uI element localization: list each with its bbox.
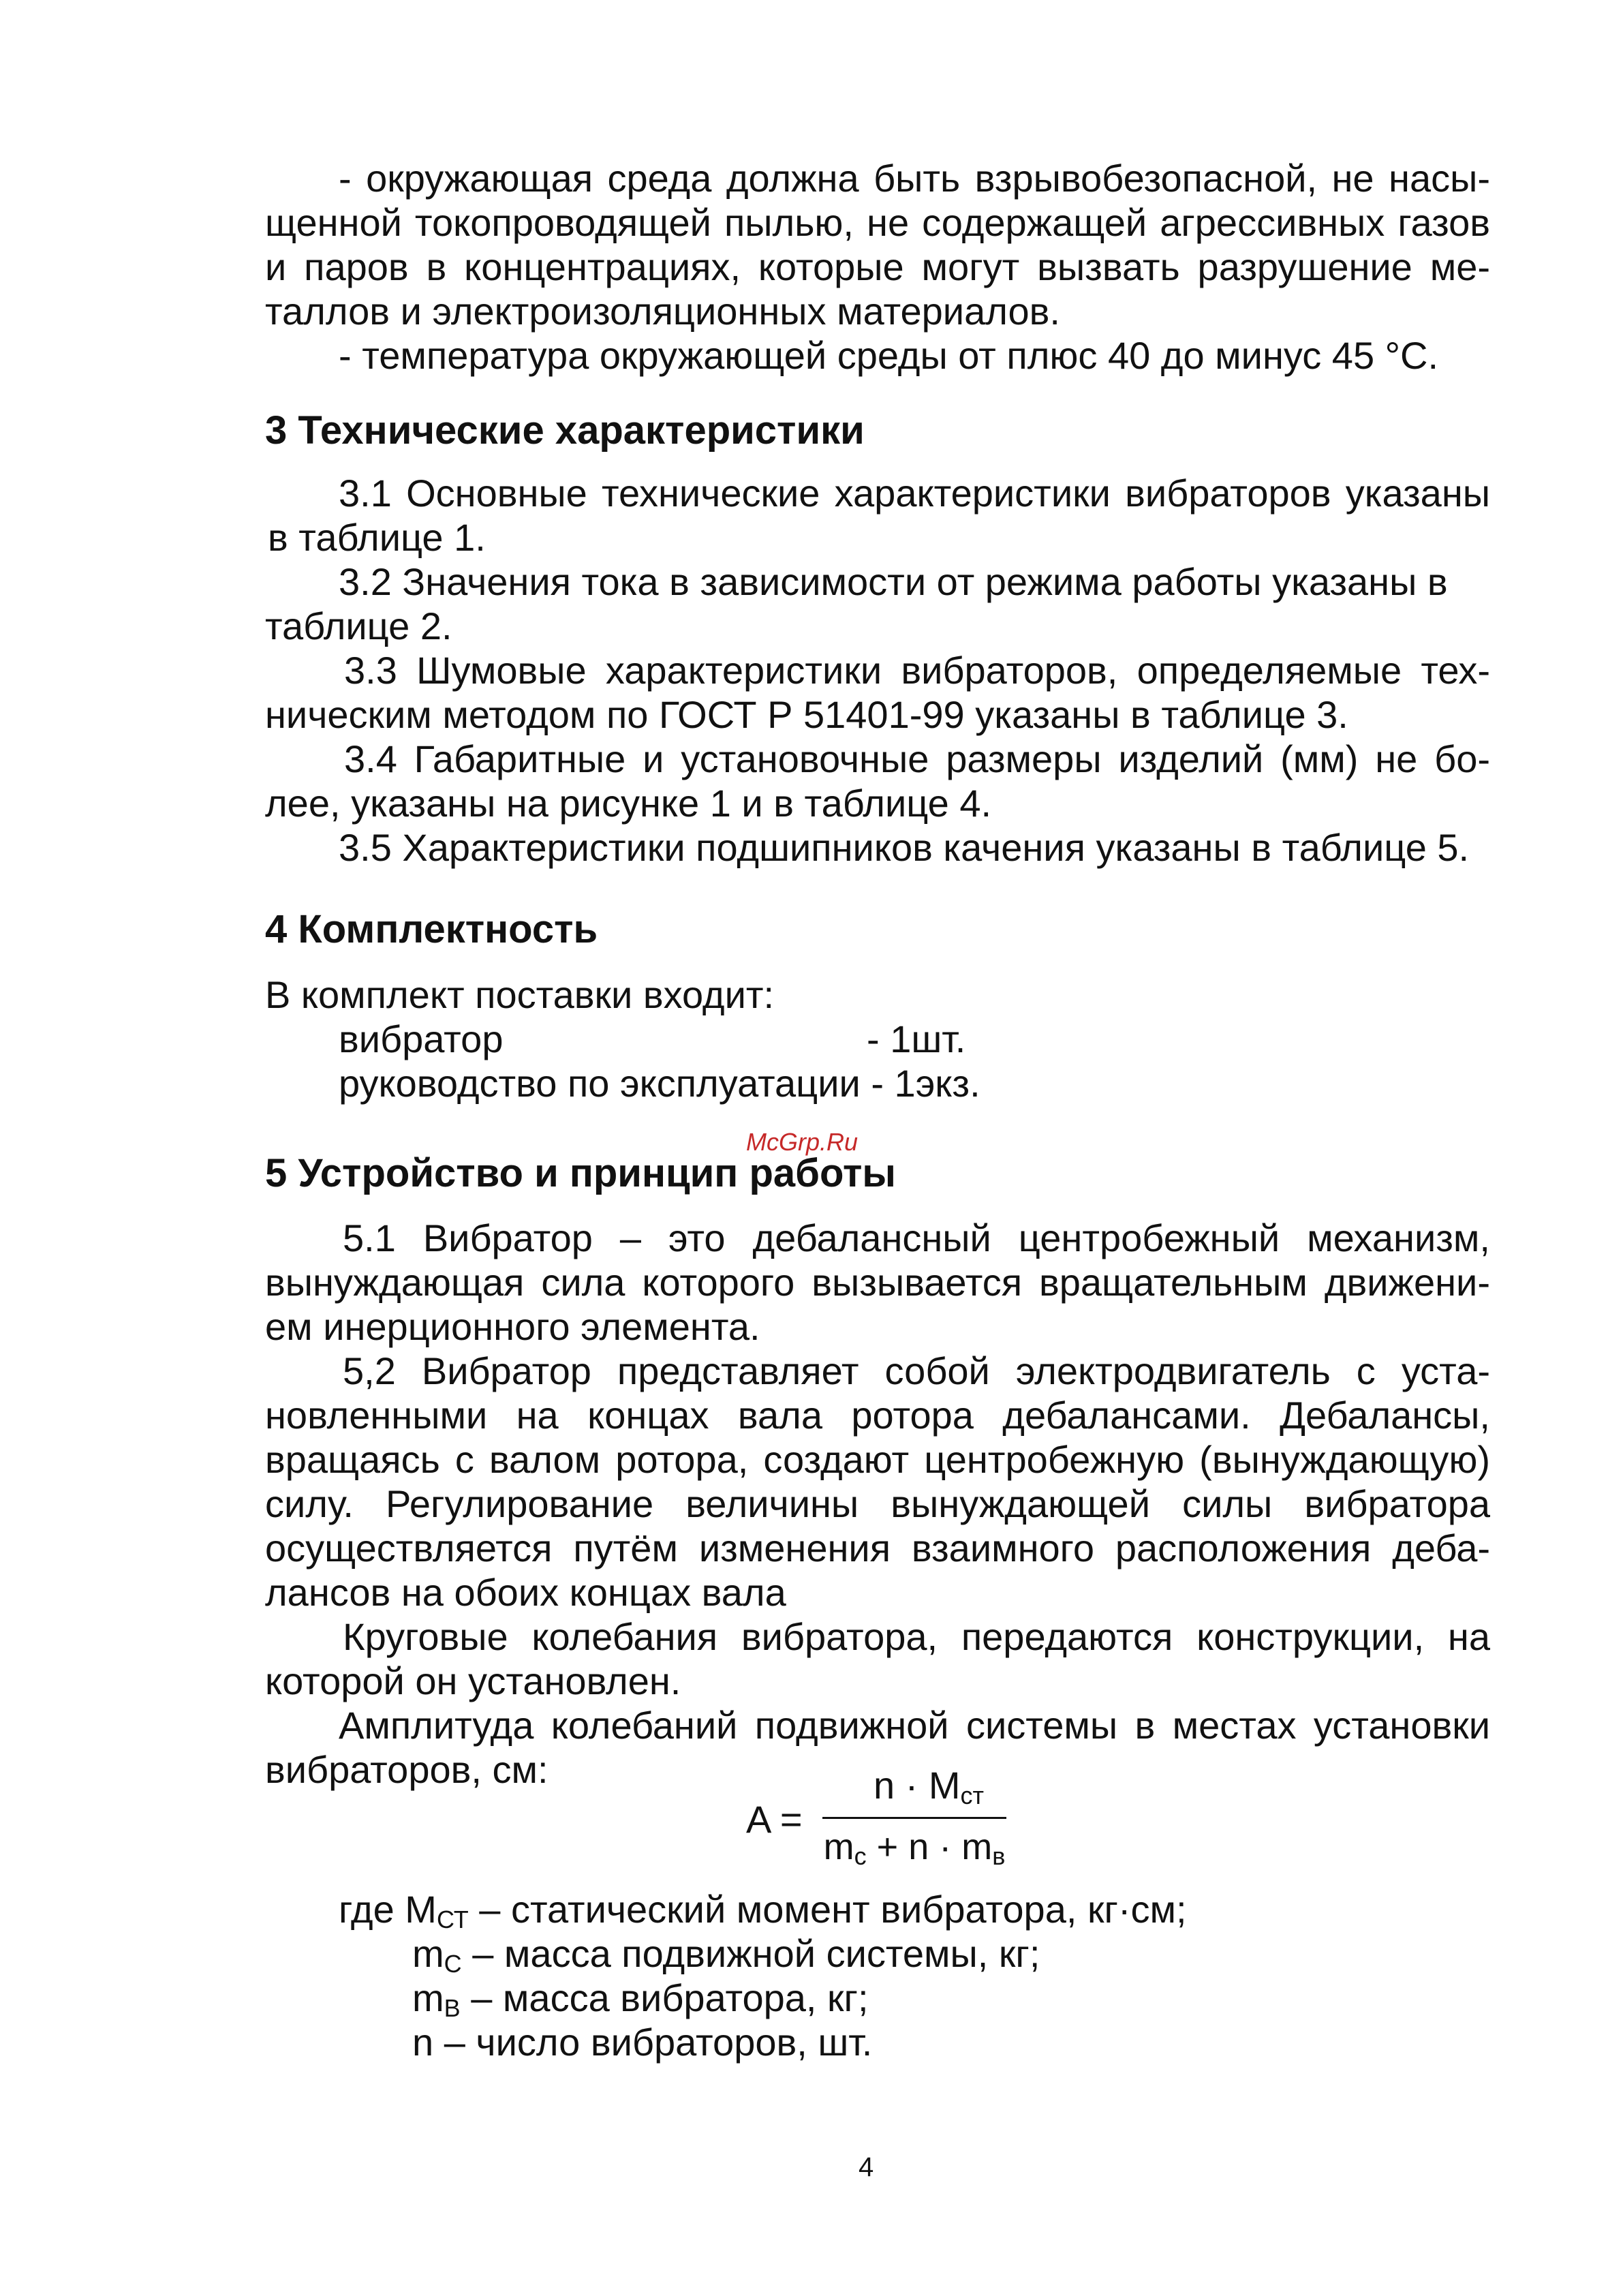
sec5-p3-line-2: которой он установлен. [265, 1659, 681, 1702]
sec3-p1-line-2: в таблице 1. [268, 516, 486, 559]
page-number: 4 [859, 2152, 874, 2182]
kit-item-1-qty: - 1шт. [867, 1017, 966, 1060]
kit-intro: В комплект поставки входит: [265, 973, 775, 1016]
formula-denominator [822, 1825, 1006, 1878]
legend-1-pre: где M [339, 1888, 437, 1931]
legend-3-text: – масса вибратора, кг; [460, 1976, 869, 2019]
env-line-2: щенной токопроводящей пылью, не содержащей агрессивных газов [265, 201, 1490, 244]
sec3-p3-line-1: 3.3 Шумовые характеристики вибраторов, определяемые тех- [344, 649, 1490, 692]
sec5-p2-line-4: силу. Регулирование величины вынуждающей силы вибратора [265, 1482, 1490, 1525]
sec3-p1-line-1: 3.1 Основные технические характеристики вибраторов указаны [339, 472, 1490, 515]
sec3-p5: 3.5 Характеристики подшипников качения указаны в таблице 5. [339, 826, 1470, 869]
sec3-p2-line-1: 3.2 Значения тока в зависимости от режима работы указаны в [339, 560, 1448, 603]
formula-den-m1: m [823, 1826, 854, 1867]
sec3-p3-line-2: ническим методом по ГОСТ Р 51401-99 указаны в таблице 3. [265, 693, 1348, 736]
formula-numerator [848, 1764, 1009, 1818]
sec5-p2-line-1: 5,2 Вибратор представляет собой электродвигатель с уста- [343, 1349, 1490, 1392]
formula-lhs: A = [746, 1798, 803, 1841]
sec3-p4-line-1: 3.4 Габаритные и установочные размеры изделий (мм) не бо- [344, 737, 1490, 780]
legend-3-pre: m [412, 1976, 444, 2019]
env-line-3: и паров в концентрациях, которые могут вызвать разрушение ме- [265, 245, 1490, 288]
sec5-p1-line-3: ем инерционного элемента. [265, 1305, 760, 1348]
sec3-p2-line-2: таблице 2. [265, 604, 452, 647]
kit-item-1-name: вибратор [339, 1017, 504, 1060]
sec5-p1-line-2: вынуждающая сила которого вызывается вращательным движени- [265, 1261, 1490, 1304]
legend-3-sub: В [444, 1994, 461, 2022]
sec5-p2-line-2: новленными на концах вала ротора дебалансами. Дебалансы, [265, 1394, 1490, 1437]
env-line-1: - окружающая среда должна быть взрывобезопасной, не насы- [339, 157, 1490, 200]
formula-num-main: n · M [873, 1764, 961, 1807]
formula-den-mid: + n · m [866, 1826, 993, 1867]
legend-2-pre: m [412, 1932, 444, 1975]
section-4-heading: 4 Комплектность [265, 907, 598, 951]
legend-2-text: – масса подвижной системы, кг; [461, 1932, 1040, 1975]
sec5-p2-line-3: вращаясь с валом ротора, создают центробежную (вынуждающую) [265, 1438, 1490, 1481]
sec3-p4-line-2: лее, указаны на рисунке 1 и в таблице 4. [265, 782, 992, 825]
env-line-5: - температура окружающей среды от плюс 40 до минус 45 °С. [339, 334, 1439, 377]
section-5-heading: 5 Устройство и принцип работы [265, 1151, 896, 1195]
legend-2-sub: С [444, 1950, 462, 1978]
watermark-text: McGrp.Ru [746, 1128, 859, 1156]
sec5-p4-line-2: вибраторов, см: [265, 1748, 548, 1791]
fraction-bar [822, 1817, 1006, 1819]
sec5-p1-line-1: 5.1 Вибратор – это дебалансный центробежный механизм, [343, 1216, 1490, 1259]
sec5-p2-line-5: осуществляется путём изменения взаимного расположения деба- [265, 1527, 1490, 1570]
section-3-heading: 3 Технические характеристики [265, 408, 865, 453]
amplitude-formula [746, 1764, 1005, 1880]
formula-num-sub: ст [960, 1781, 985, 1809]
formula-den-sub1: c [854, 1842, 867, 1870]
kit-item-2: руководство по эксплуатации - 1экз. [339, 1062, 980, 1105]
sec5-p4-line-1: Амплитуда колебаний подвижной системы в местах установки [339, 1704, 1490, 1747]
formula-den-sub2: в [992, 1842, 1006, 1870]
sec5-p3-line-1: Круговые колебания вибратора, передаются конструкции, на [343, 1615, 1490, 1658]
legend-line-4: n – число вибраторов, шт. [412, 2021, 873, 2064]
env-line-4: таллов и электроизоляционных материалов. [265, 290, 1060, 333]
sec5-p2-line-6: лансов на обоих концах вала [265, 1571, 786, 1614]
legend-1-text: – статический момент вибратора, кг·см; [468, 1888, 1187, 1931]
legend-1-sub: СТ [436, 1905, 469, 1933]
